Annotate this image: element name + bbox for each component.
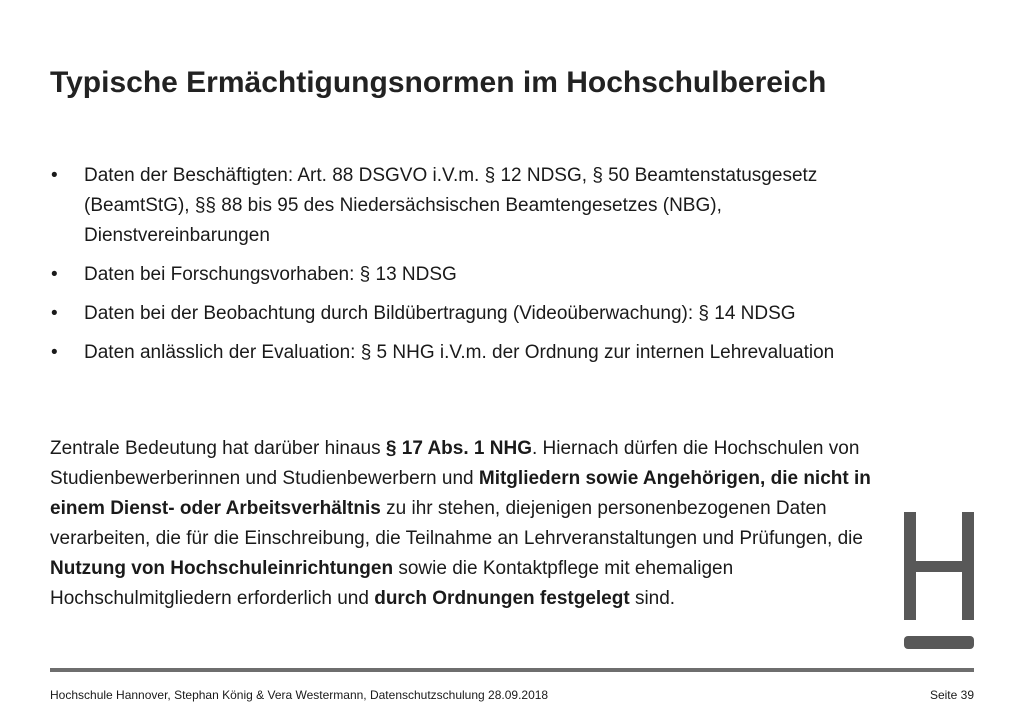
bullet-text: Daten bei der Beobachtung durch Bildübertragung (Videoüberwachung): § 14 NDSG <box>84 303 796 324</box>
bullet-text: Daten bei Forschungsvorhaben: § 13 NDSG <box>84 264 457 285</box>
hochschule-logo-icon <box>904 512 976 652</box>
bullet-icon: • <box>51 264 58 285</box>
paragraph-emphasis: durch Ordnungen festgelegt <box>374 588 630 609</box>
body-paragraph <box>50 434 880 614</box>
footer-credits: Hochschule Hannover, Stephan König & Vera Westermann, Datenschutzschulung 28.09.2018 <box>50 688 549 702</box>
paragraph-emphasis: Nutzung von Hochschuleinrichtungen <box>50 558 394 579</box>
bullet-icon: • <box>51 303 58 324</box>
paragraph-text: sind. <box>629 588 676 609</box>
list-item <box>50 338 850 368</box>
list-item <box>50 260 850 290</box>
paragraph-text: Zentrale Bedeutung hat darüber hinaus <box>50 438 386 459</box>
bullet-text: Daten anlässlich der Evaluation: § 5 NHG i.V.m. der Ordnung zur internen Lehrevaluation <box>84 342 835 363</box>
list-item <box>50 161 850 251</box>
paragraph-emphasis: Mitgliedern sowie Angehörigen, die nicht in einem Dienst- oder Arbeitsverhältnis <box>50 468 871 519</box>
list-item <box>50 299 850 329</box>
bullet-text: Daten der Beschäftigten: Art. 88 DSGVO i.V.m. § 12 NDSG, § 50 Beamtenstatusgesetz (BeamtStG), §§ 88 bis 95 des Niedersächsischen Beamtengesetzes (NBG), Dienstvereinbarungen <box>84 165 818 246</box>
footer-divider <box>50 668 974 672</box>
bullet-icon: • <box>51 342 58 363</box>
page-number: Seite 39 <box>929 688 974 702</box>
paragraph-text: sowie die Kontaktpflege mit ehemaligen Hochschulmitgliedern erforderlich und <box>50 558 734 609</box>
paragraph-emphasis: § 17 Abs. 1 NHG <box>385 438 532 459</box>
bullet-list <box>50 161 850 377</box>
bullet-icon: • <box>51 165 58 186</box>
slide-title: Typische Ermächtigungsnormen im Hochschulbereich <box>50 66 827 99</box>
paragraph-text: . Hiernach dürfen die Hochschulen von Studienbewerberinnen und Studienbewerbern und <box>50 438 860 489</box>
paragraph-text: zu ihr stehen, diejenigen personenbezogenen Daten verarbeiten, die für die Einschreibung, die Teilnahme an Lehrveranstaltungen und Prüfungen, die <box>50 498 863 549</box>
